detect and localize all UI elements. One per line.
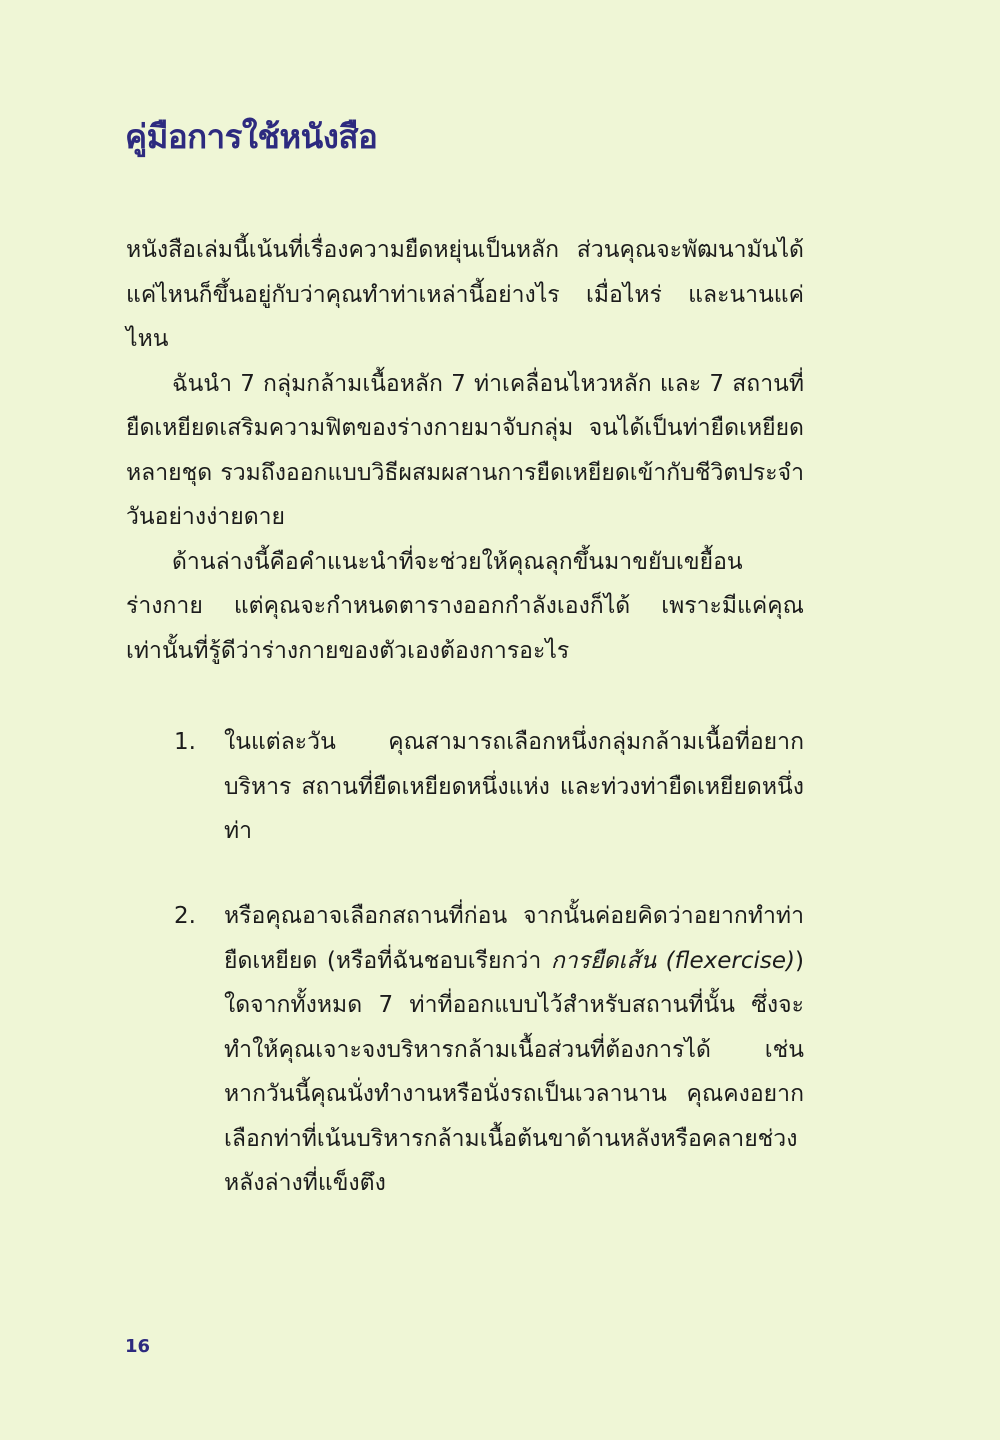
list-item (126, 894, 804, 1206)
paragraph-guidance: ด้านล่างนี้คือคำแนะนำที่จะช่วยให้คุณลุกขึ้นมาขยับเขยื้อนร่างกาย แต่คุณจะกำหนดตารางออกกำลังเองก็ได้ เพราะมีแค่คุณเท่านั้นที่รู้ดีว่าร่างกายของตัวเองต้องการอะไร (126, 548, 804, 664)
list-text-part-after: ) ใดจากทั้งหมด 7 ท่าที่ออกแบบไว้สำหรับสถานที่นั้น ซึ่งจะทำให้คุณเจาะจงบริหารกล้ามเนื้อส่วนที่ต้องการได้ เช่น หากวันนี้คุณนั่งทำงานหรือนั่งรถเป็นเวลานาน คุณคงอยากเลือกท่าที่เน้นบริหารกล้ามเนื้อต้นขาด้านหลังหรือคลายช่วงหลังล่างที่แข็งตึง (224, 947, 804, 1196)
list-item (126, 720, 804, 854)
list-item-text: ในแต่ละวัน คุณสามารถเลือกหนึ่งกลุ่มกล้ามเนื้อที่อยากบริหาร สถานที่ยืดเหยียดหนึ่งแห่ง และท่วงท่ายืดเหยียดหนึ่งท่า (224, 729, 804, 844)
numbered-list-item-2 (126, 894, 804, 1206)
list-text-italic-term: การยืดเส้น (flexercise) (550, 947, 796, 974)
page-title: คู่มือการใช้หนังสือ (125, 117, 378, 156)
list-number: 1. (174, 729, 196, 755)
numbered-list-item-1 (126, 720, 804, 854)
paragraph-intro: หนังสือเล่มนี้เน้นที่เรื่องความยืดหยุ่นเป็นหลัก ส่วนคุณจะพัฒนามันได้แค่ไหนก็ขึ้นอยู่กับว่าคุณทำท่าเหล่านี้อย่างไร เมื่อไหร่ และนานแค่ไหน (126, 237, 804, 352)
page-number: 16 (125, 1336, 151, 1357)
list-item-text (224, 894, 804, 1206)
list-text-part-before: หรือคุณอาจเลือกสถานที่ก่อน จากนั้นค่อยคิดว่าอยากทำท่ายืดเหยียด (หรือที่ฉันชอบเรียกว่า (224, 903, 804, 974)
list-number: 2. (174, 903, 196, 929)
body-text (126, 228, 804, 673)
paragraph-groups: ฉันนำ 7 กลุ่มกล้ามเนื้อหลัก 7 ท่าเคลื่อนไหวหลัก และ 7 สถานที่ยืดเหยียดเสริมความฟิตของร่างกายมาจับกลุ่ม จนได้เป็นท่ายืดเหยียดหลายชุด รวมถึงออกแบบวิธีผสมผสานการยืดเหยียดเข้ากับชีวิตประจำวันอย่างง่ายดาย (126, 370, 804, 530)
